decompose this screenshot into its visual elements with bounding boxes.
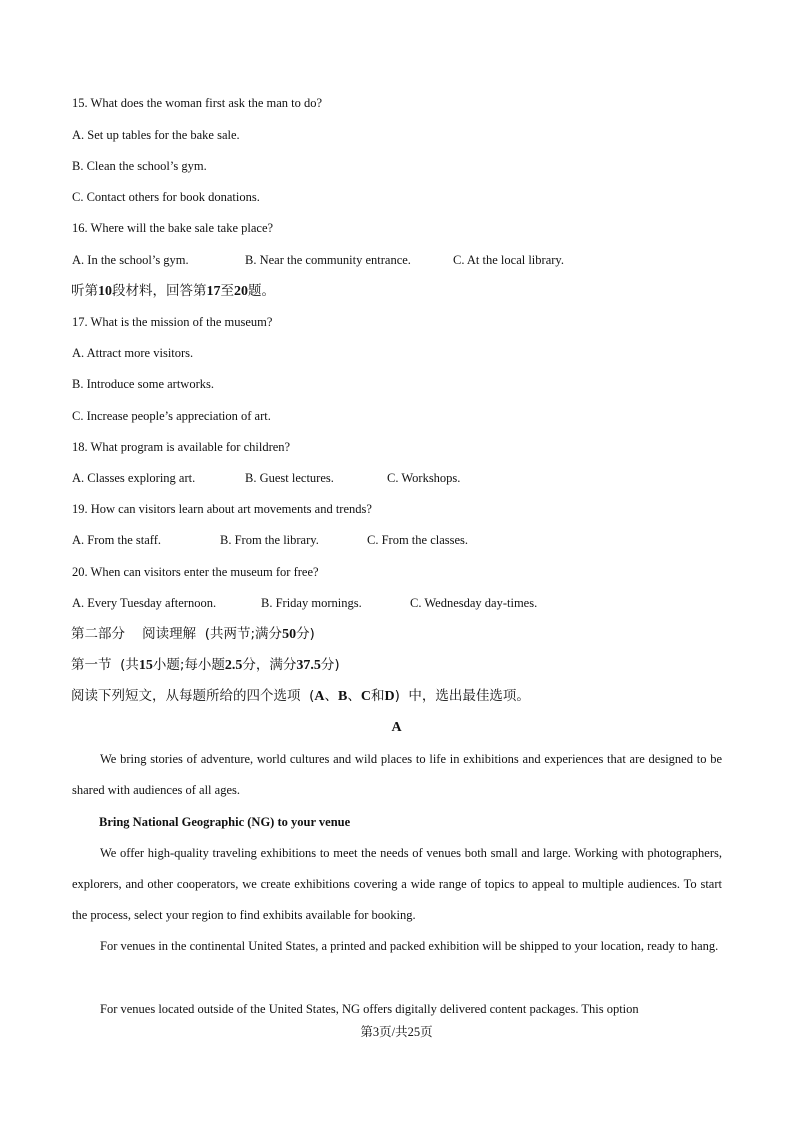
q19-option-b: B. From the library. — [220, 533, 319, 547]
q19-option-c: C. From the classes. — [367, 533, 469, 547]
question-19: 19. How can visitors learn about art movements and trends? — [72, 502, 372, 516]
q16-option-b: B. Near the community entrance. — [245, 253, 411, 267]
question-18: 18. What program is available for children? — [72, 440, 291, 454]
q15-option-a: A. Set up tables for the bake sale. — [72, 128, 240, 142]
paragraph-4: For venues located outside of the United States, NG offers digitally delivered content packages. This option — [100, 1002, 639, 1016]
q20-option-b: B. Friday mornings. — [261, 596, 362, 610]
page-footer: 第3页/共25页 — [360, 1025, 433, 1039]
q16-option-c: C. At the local library. — [453, 253, 564, 267]
q17-option-b: B. Introduce some artworks. — [72, 377, 214, 391]
section-10-instruction: 听第10段材料，回答第17至20题。 — [71, 283, 275, 299]
q16-options — [72, 252, 564, 268]
q19-option-a: A. From the staff. — [72, 533, 161, 547]
q17-option-a: A. Attract more visitors. — [72, 346, 194, 360]
q15-option-c: C. Contact others for book donations. — [72, 190, 260, 204]
q15-option-b: B. Clean the school’s gym. — [72, 159, 207, 173]
section-heading: Bring National Geographic (NG) to your venue — [99, 815, 351, 829]
question-16: 16. Where will the bake sale take place? — [72, 221, 274, 235]
q18-option-a: A. Classes exploring art. — [72, 471, 196, 485]
q18-option-c: C. Workshops. — [387, 471, 461, 485]
question-20: 20. When can visitors enter the museum for free? — [72, 565, 319, 579]
q20-option-c: C. Wednesday day-times. — [410, 596, 538, 610]
paragraph-1: We bring stories of adventure, world cultures and wild places to life in exhibitions and experiences that are designed to be shared with audiences of all ages. — [72, 752, 722, 797]
q18-option-b: B. Guest lectures. — [245, 471, 334, 485]
part-2-heading: 第二部分 阅读理解 (共两节;满分50分) — [71, 626, 315, 642]
question-15: 15. What does the woman first ask the man to do? — [72, 96, 323, 110]
section-1-heading: 第一节 (共15小题;每小题2.5分，满分37.5分) — [71, 657, 340, 673]
q19-options — [72, 532, 468, 548]
paragraph-2: We offer high-quality traveling exhibitions to meet the needs of venues both small and large. Working with photographers, explorers, and other cooperators, we create exhibitions covering a wide range of topics to appeal to multiple audiences. To start the process, select your region to find exhibits available for booking. — [72, 846, 722, 922]
q20-options — [72, 595, 537, 611]
reading-instruction: 阅读下列短文，从每题所给的四个选项 (A、B、C和D) 中，选出最佳选项。 — [71, 688, 530, 704]
question-17: 17. What is the mission of the museum? — [72, 315, 273, 329]
q18-options — [72, 470, 460, 486]
q16-option-a: A. In the school’s gym. — [72, 253, 189, 267]
q17-option-c: C. Increase people’s appreciation of art. — [72, 409, 271, 423]
passage-label: A — [391, 720, 402, 735]
paragraph-3: For venues in the continental United States, a printed and packed exhibition will be shipped to your location, ready to hang. — [100, 939, 719, 953]
q20-option-a: A. Every Tuesday afternoon. — [72, 596, 217, 610]
